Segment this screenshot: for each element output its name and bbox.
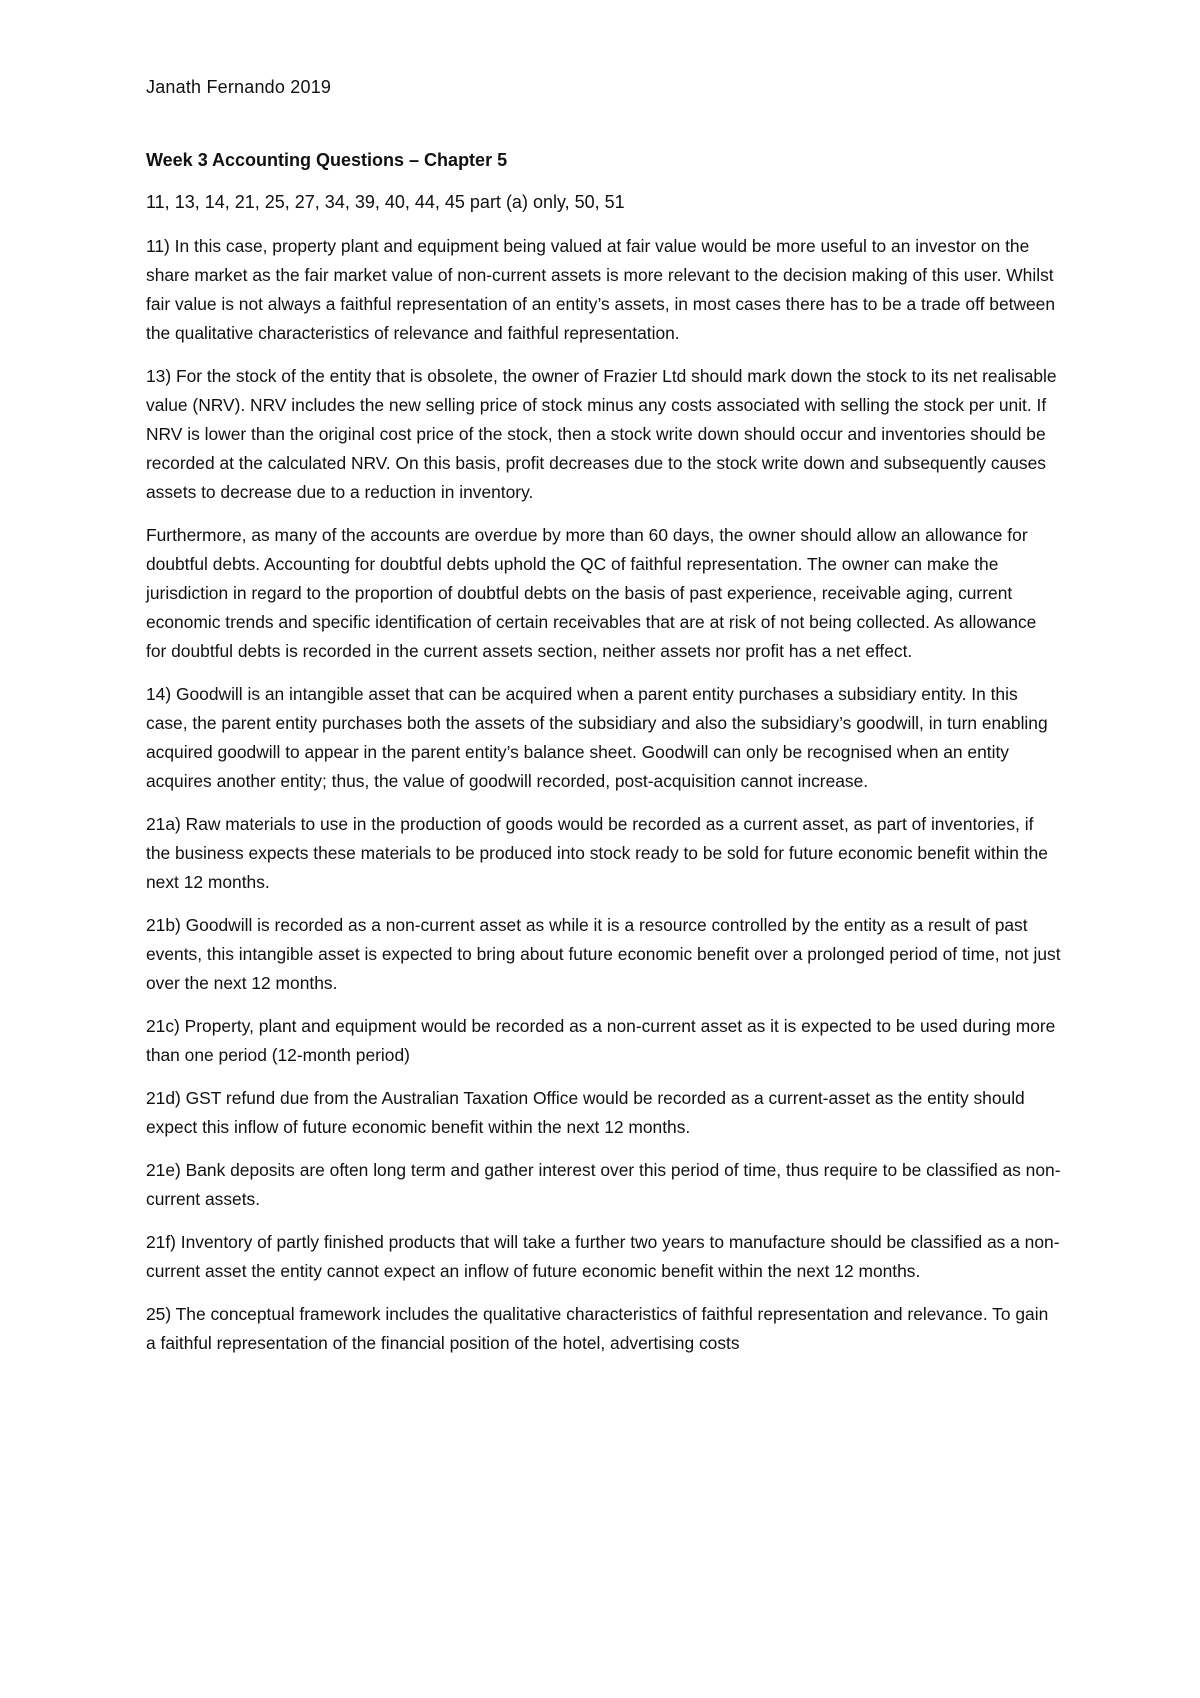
answer-21e: 21e) Bank deposits are often long term and gather interest over this period of time, thus require to be classified as non-current assets. [146, 1160, 1061, 1209]
question-list: 11, 13, 14, 21, 25, 27, 34, 39, 40, 44, 45 part (a) only, 50, 51 [146, 192, 625, 212]
answer-14: 14) Goodwill is an intangible asset that can be acquired when a parent entity purchases a subsidiary entity. In this case, the parent entity purchases both the assets of the subsidiary and also the subsidiary’s goodwill, in turn enabling acquired goodwill to appear in the parent entity’s balance sheet. Goodwill can only be recognised when an entity acquires another entity; thus, the value of goodwill recorded, post-acquisition cannot increase. [146, 684, 1048, 791]
answer-25: 25) The conceptual framework includes the qualitative characteristics of faithful representation and relevance. To gain a faithful representation of the financial position of the hotel, advertising costs [146, 1304, 1049, 1353]
answer-21c: 21c) Property, plant and equipment would be recorded as a non-current asset as it is expected to be used during more than one period (12-month period) [146, 1016, 1056, 1065]
author-header: Janath Fernando 2019 [146, 77, 332, 97]
answer-21a: 21a) Raw materials to use in the production of goods would be recorded as a current asset, as part of inventories, if the business expects these materials to be produced into stock ready to be sold for future economic benefit within the next 12 months. [146, 814, 1048, 892]
document-page [146, 75, 1061, 1372]
answer-13-continued: Furthermore, as many of the accounts are overdue by more than 60 days, the owner should allow an allowance for doubtful debts. Accounting for doubtful debts uphold the QC of faithful representation. The owner can make the jurisdiction in regard to the proportion of doubtful debts on the basis of past experience, receivable aging, current economic trends and specific identification of certain receivables that are at risk of not being collected. As allowance for doubtful debts is recorded in the current assets section, neither assets nor profit has a net effect. [146, 525, 1037, 661]
document-title: Week 3 Accounting Questions – Chapter 5 [146, 150, 508, 170]
answer-21b: 21b) Goodwill is recorded as a non-current asset as while it is a resource controlled by the entity as a result of past events, this intangible asset is expected to bring about future economic benefit over a prolonged period of time, not just over the next 12 months. [146, 915, 1061, 993]
answer-21f: 21f) Inventory of partly finished products that will take a further two years to manufacture should be classified as a non-current asset the entity cannot expect an inflow of future economic benefit within the next 12 months. [146, 1232, 1060, 1281]
answer-13: 13) For the stock of the entity that is obsolete, the owner of Frazier Ltd should mark down the stock to its net realisable value (NRV). NRV includes the new selling price of stock minus any costs associated with selling the stock per unit. If NRV is lower than the original cost price of the stock, then a stock write down should occur and inventories should be recorded at the calculated NRV. On this basis, profit decreases due to the stock write down and subsequently causes assets to decrease due to a reduction in inventory. [146, 366, 1057, 502]
answer-21d: 21d) GST refund due from the Australian Taxation Office would be recorded as a current-asset as the entity should expect this inflow of future economic benefit within the next 12 months. [146, 1088, 1025, 1137]
answer-11: 11) In this case, property plant and equipment being valued at fair value would be more useful to an investor on the share market as the fair market value of non-current assets is more relevant to the decision making of this user. Whilst fair value is not always a faithful representation of an entity’s assets, in most cases there has to be a trade off between the qualitative characteristics of relevance and faithful representation. [146, 236, 1056, 343]
